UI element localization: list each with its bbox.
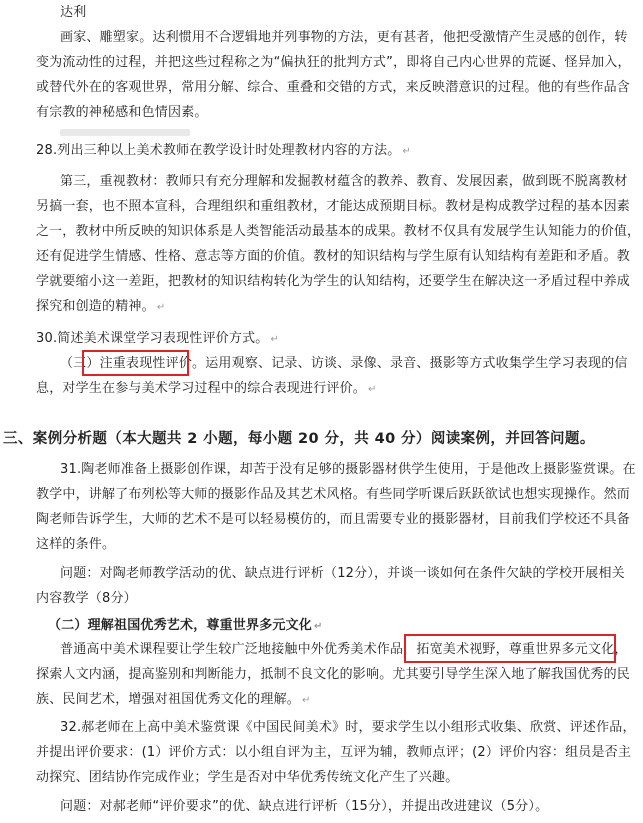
paragraph-line: 或替代外在的客观世界，常用分解、综合、重叠和交错的方式，来反映潜意识的过程。他的有些作品含 <box>36 80 631 95</box>
highlight-world-culture: 拓宽美术视野，尊重世界多元文化 <box>416 642 615 657</box>
paragraph-line: 探究和创造的精神。 ↵ <box>36 299 166 314</box>
paragraph-mark-icon: ↵ <box>270 334 280 345</box>
answer-30-line: 息，对学生在参与美术学习过程中的综合表现进行评价。 ↵ <box>36 381 377 396</box>
paragraph-line: 画家、雕塑家。达利惯用不合逻辑地并列事物的方法，更有甚者，他把受激情产生灵感的创作，转 <box>60 30 628 45</box>
paragraph-line: 有宗教的神秘感和色情因素。 <box>36 105 208 120</box>
question-line: 内容教学（8分） <box>36 591 137 606</box>
artist-name: 达利 <box>60 5 87 20</box>
answer-2-line: 族、民间艺术，增强对祖国优秀文化的理解。 ↵ <box>36 692 311 707</box>
paragraph-line: 陶老师告诉学生，大师的艺术不是可以轻易模仿的，而且需要专业的摄影器材，目前我们学校还不具备 <box>36 512 631 527</box>
highlight-performance-evaluation: 注重表现性评价 <box>99 356 193 371</box>
answer-2-line: 普通高中美术课程要让学生较广泛地接触中外优秀美术作品，拓宽美术视野，尊重世界多元文化， <box>60 642 628 657</box>
red-highlight-box <box>82 350 189 376</box>
question-30: 30.简述美术课堂学习表现性评价方式。 ↵ <box>36 331 280 346</box>
section-heading: 三、案例分析题（本大题共 2 小题，每小题 20 分，共 40 分）阅读案例，并回答问题。 <box>3 431 595 447</box>
paragraph-line: 变为流动性的过程，并把这些过程称之为“偏执狂的批判方式”，即将自己内心世界的荒诞、怪异加入， <box>36 55 631 70</box>
paragraph-mark-icon: ↵ <box>156 302 166 313</box>
question-line: 问题：对陶老师教学活动的优、缺点进行评析（12分），并谈一谈如何在条件欠缺的学校开展相关 <box>60 566 625 581</box>
paragraph-line: 动探究、团结协作完成作业；学生是否对中华优秀传统文化产生了兴趣。 <box>36 770 459 785</box>
question-28: 28.列出三种以上美术教师在教学设计时处理教材内容的方法。 ↵ <box>36 143 412 158</box>
paragraph-mark-icon: ↵ <box>314 621 323 632</box>
paragraph-line: 之一，教材中所反映的知识体系是人类智能活动最基本的成果。教材不仅具有发展学生认知能力的价值， <box>36 224 641 239</box>
paragraph-line: 31.陶老师准备上摄影创作课，却苦于没有足够的摄影器材供学生使用，于是他改上摄影鉴赏课。在 <box>60 462 636 477</box>
scan-artifact <box>60 129 190 136</box>
question-line: 问题：对郝老师“评价要求”的优、缺点进行评析（15分），并提出改进建议（5分）。 <box>60 799 549 814</box>
paragraph-line: 并提出评价要求：(1）评价方式：以小组自评为主，互评为辅，教师点评；(2）评价内容：组员是否主 <box>36 745 632 760</box>
paragraph-line: 学就要缩小这一差距，把教材的知识结构转化为学生的认知结构，还要学生在解决这一矛盾过程中养成 <box>36 274 631 289</box>
paragraph-line: 32.郝老师在上高中美术鉴赏课《中国民间美术》时，要求学生以小组形式收集、欣赏、评述作品， <box>60 720 636 735</box>
red-highlight-box <box>404 634 616 663</box>
paragraph-mark-icon: ↵ <box>302 695 311 706</box>
paragraph-line: 另搞一套，也不照本宣科，合理组织和重组教材，才能达成预期目标。教材是构成教学过程的基本因素 <box>36 199 631 214</box>
answer-30-line: （三）注重表现性评价。运用观察、记录、访谈、录像、录音、摄影等方式收集学生学习表现的信 <box>60 356 628 371</box>
paragraph-line: 还有促进学生情感、性格、意志等方面的价值。教材的知识结构与学生原有认知结构有差距和矛盾。教 <box>36 249 631 264</box>
paragraph-mark-icon: ↵ <box>368 384 377 395</box>
paragraph-line: 第三，重视教材：教师只有充分理解和发掘教材蕴含的教养、教育、发展因素，做到既不脱离教材 <box>60 174 628 189</box>
answer-2-line: 探索人文内涵，提高鉴别和判断能力，抵制不良文化的影响。尤其要引导学生深入地了解我国优秀的民 <box>36 667 631 682</box>
paragraph-line: 这样的条件。 <box>36 537 116 552</box>
paragraph-mark-icon: ↵ <box>402 146 412 157</box>
paragraph-line: 教学中，讲解了布列松等大师的摄影作品及其艺术风格。有些同学听课后跃跃欲试也想实现操作。然而 <box>36 487 631 502</box>
subheading: （二）理解祖国优秀艺术，尊重世界多元文化 ↵ <box>48 618 323 633</box>
